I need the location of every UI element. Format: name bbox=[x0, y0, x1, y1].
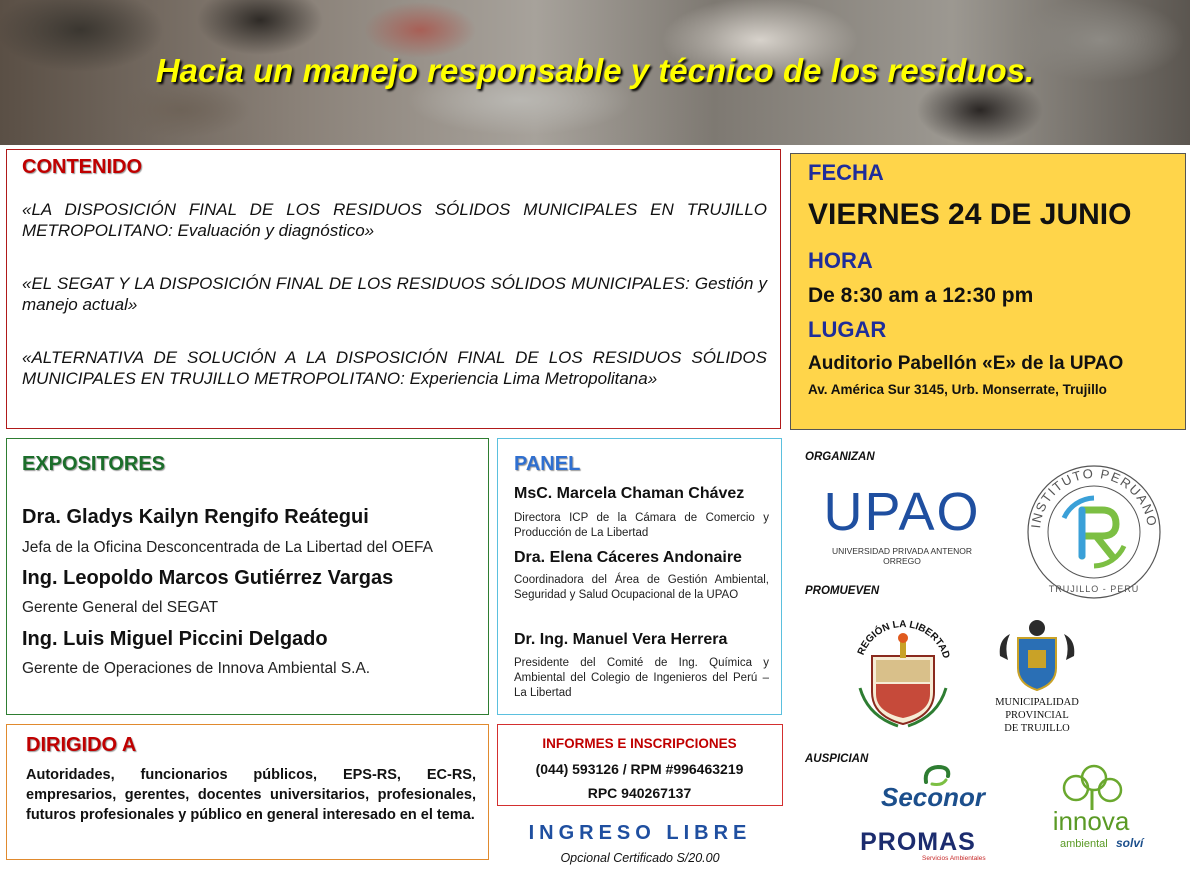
region-shield-icon bbox=[850, 612, 956, 732]
hora-value: De 8:30 am a 12:30 pm bbox=[808, 284, 1034, 307]
informes-rpc: RPC 940267137 bbox=[587, 785, 692, 801]
expositores-heading: EXPOSITORES bbox=[22, 453, 166, 475]
lugar-value: Auditorio Pabellón «E» de la UPAO bbox=[808, 353, 1124, 374]
dirigido-box bbox=[6, 724, 489, 860]
hora-label: HORA bbox=[808, 248, 873, 273]
contenido-topic-2: «EL SEGAT Y LA DISPOSICIÓN FINAL DE LOS RESIDUOS SÓLIDOS MUNICIPALES: Gestión y manejo actual» bbox=[22, 274, 767, 314]
event-details-box bbox=[790, 153, 1186, 430]
organizan-label: ORGANIZAN bbox=[805, 451, 875, 463]
expositores-box bbox=[6, 438, 489, 715]
informes-heading: INFORMES E INSCRIPCIONES bbox=[542, 736, 737, 751]
promas-logo bbox=[838, 828, 998, 864]
contenido-topic-1: «LA DISPOSICIÓN FINAL DE LOS RESIDUOS SÓLIDOS MUNICIPALES EN TRUJILLO METROPOLITANO: Evaluación y diagnóstico» bbox=[22, 200, 767, 240]
muni-line-3: DE TRUJILLO bbox=[1004, 723, 1070, 734]
expositor-name-3: Ing. Luis Miguel Piccini Delgado bbox=[22, 628, 328, 650]
banner-title: Hacia un manejo responsable y técnico de los residuos. bbox=[155, 52, 1035, 89]
innova-text: innova bbox=[1052, 806, 1130, 836]
promueven-label: PROMUEVEN bbox=[805, 585, 880, 597]
region-la-libertad-logo bbox=[850, 612, 956, 732]
ipr-logo-graphic bbox=[1020, 448, 1168, 604]
contenido-box bbox=[6, 149, 781, 429]
muni-line-2: PROVINCIAL bbox=[1005, 710, 1069, 721]
auspician-label: AUSPICIAN bbox=[805, 753, 869, 765]
expositor-role-2: Gerente General del SEGAT bbox=[22, 599, 219, 616]
contenido-heading: CONTENIDO bbox=[22, 156, 142, 178]
muni-line-1: MUNICIPALIDAD bbox=[995, 697, 1079, 708]
ipr-logo-subtitle: TRUJILLO - PERÚ bbox=[1048, 584, 1140, 594]
ingreso-libre: INGRESO LIBRE bbox=[528, 822, 752, 844]
upao-logo bbox=[812, 482, 992, 566]
ipr-ring-text: INSTITUTO PERUANO bbox=[1028, 465, 1160, 530]
innova-sub-ambiental: ambiental bbox=[1060, 838, 1108, 850]
fecha-label: FECHA bbox=[808, 160, 884, 185]
innova-logo bbox=[1026, 764, 1156, 856]
innova-sub-solvi: solví bbox=[1116, 836, 1144, 850]
expositor-name-2: Ing. Leopoldo Marcos Gutiérrez Vargas bbox=[22, 567, 394, 589]
lugar-label: LUGAR bbox=[808, 317, 887, 342]
dirigido-heading: DIRIGIDO A bbox=[26, 734, 137, 756]
expositor-role-1: Jefa de la Oficina Desconcentrada de La Libertad del OEFA bbox=[22, 539, 433, 556]
municipalidad-trujillo-logo bbox=[990, 616, 1084, 740]
expositor-role-3: Gerente de Operaciones de Innova Ambiental S.A. bbox=[22, 660, 371, 677]
municipalidad-crest-icon bbox=[990, 616, 1084, 692]
contenido-topic-3: «ALTERNATIVA DE SOLUCIÓN A LA DISPOSICIÓN FINAL DE LOS RESIDUOS SÓLIDOS MUNICIPALES EN TRUJILLO METROPOLITANO: Experiencia Lima Metropolitana» bbox=[22, 348, 767, 388]
expositor-name-1: Dra. Gladys Kailyn Rengifo Reátegui bbox=[22, 506, 369, 528]
lugar-address: Av. América Sur 3145, Urb. Monserrate, Trujillo bbox=[808, 382, 1107, 397]
informes-phone: (044) 593126 / RPM #996463219 bbox=[535, 761, 744, 777]
region-arc-text: REGIÓN LA LIBERTAD bbox=[855, 619, 952, 660]
panelist-name-1: MsC. Marcela Chaman Chávez bbox=[514, 485, 745, 502]
innova-tree-icon bbox=[1056, 764, 1128, 810]
panelist-role-2: Coordinadora del Área de Gestión Ambiental, Seguridad y Salud Ocupacional de la UPAO bbox=[514, 574, 769, 601]
panelist-role-3: Presidente del Comité de Ing. Química y Ambiental del Colegio de Ingenieros del Perú – La Libertad bbox=[514, 657, 769, 699]
informes-box bbox=[497, 724, 783, 806]
seconor-logo bbox=[858, 764, 1008, 812]
header-banner bbox=[0, 0, 1190, 145]
panelist-name-3: Dr. Ing. Manuel Vera Herrera bbox=[514, 631, 728, 648]
fecha-value: VIERNES 24 DE JUNIO bbox=[808, 198, 1132, 231]
upao-logo-text: UPAO bbox=[823, 482, 981, 542]
promas-text: PROMAS bbox=[860, 828, 976, 856]
panelist-name-2: Dra. Elena Cáceres Andonaire bbox=[514, 549, 742, 566]
panelist-role-1: Directora ICP de la Cámara de Comercio y Producción de La Libertad bbox=[514, 512, 769, 539]
ipr-logo bbox=[1020, 448, 1168, 604]
upao-logo-subtitle: UNIVERSIDAD PRIVADA ANTENOR ORREGO bbox=[831, 546, 973, 566]
dirigido-text: Autoridades, funcionarios públicos, EPS-RS, EC-RS, empresarios, gerentes, docentes universitarios, profesionales, futuros profesionales y público en general interesado en el tema. bbox=[26, 767, 476, 823]
panel-heading: PANEL bbox=[514, 453, 581, 475]
seconor-text: Seconor bbox=[880, 782, 986, 812]
panel-box bbox=[497, 438, 782, 715]
certificado-text: Opcional Certificado S/20.00 bbox=[560, 851, 720, 865]
promas-subtitle: Servicios Ambientales bbox=[922, 855, 986, 862]
